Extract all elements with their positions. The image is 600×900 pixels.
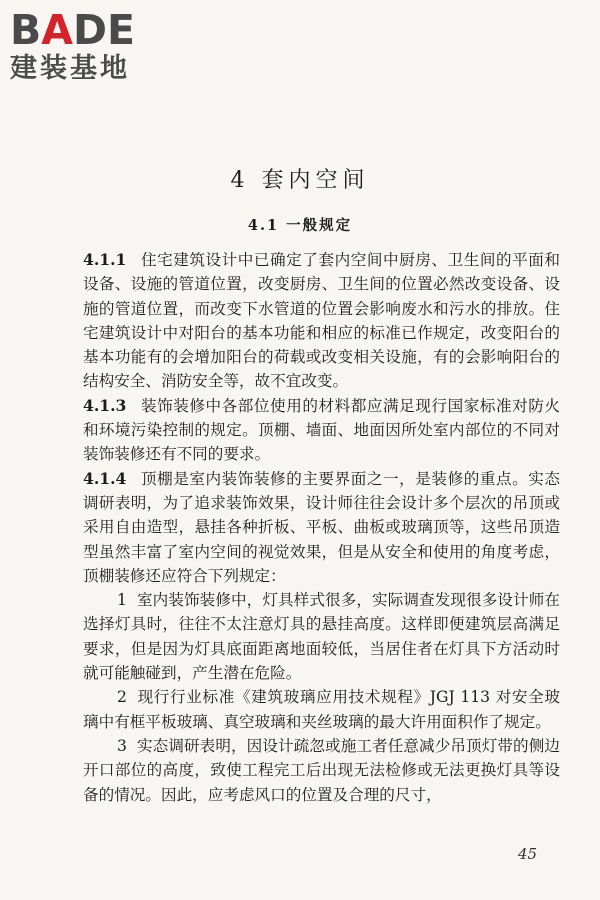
item-text: 现行行业标准《建筑玻璃应用技术规程》JGJ 113 对安全玻璃中有框平板玻璃、真空玻璃和夹丝玻璃的最大许用面积作了规定。 <box>83 688 560 731</box>
clause-number: 4.1.1 <box>83 250 127 269</box>
clause-number: 4.1.3 <box>83 395 127 415</box>
clause-text: 顶棚是室内装饰装修的主要界面之一，是装修的重点。实态调研表明，为了追求装饰效果，设计师往往会设计多个层次的吊顶或采用自由造型，悬挂各种折板、平板、曲板或玻璃顶等，这些吊顶造型虽然丰富了室内空间的视觉效果，但是从安全和使用的角度考虑，顶棚装修还应符合下列规定： <box>83 469 560 585</box>
bade-logo <box>10 8 135 86</box>
logo-letter-b: B <box>10 6 42 54</box>
logo-latin-text <box>10 8 135 52</box>
document-body <box>83 248 560 807</box>
list-item-1 <box>83 588 560 685</box>
page-number: 45 <box>517 845 537 863</box>
item-number: 3 <box>117 736 127 755</box>
item-number: 1 <box>117 591 127 610</box>
clause-text: 装饰装修中各部位使用的材料都应满足现行国家标准对防火和环境污染控制的规定。顶棚、墙面、地面因所处室内部位的不同对装饰装修还有不同的要求。 <box>83 396 560 464</box>
clause-4-1-4 <box>83 467 560 588</box>
list-item-3 <box>83 734 560 807</box>
list-item-2 <box>83 685 560 734</box>
logo-letters-de: DE <box>73 6 136 54</box>
clause-number: 4.1.4 <box>83 468 127 488</box>
item-text: 室内装饰装修中，灯具样式很多，实际调查发现很多设计师在选择灯具时，往往不太注意灯具的悬挂高度。这样即便建筑层高满足要求，但是因为灯具底面距离地面较低，当居住者在灯具下方活动时就可能触碰到，产生潜在危险。 <box>83 591 560 683</box>
item-text: 实态调研表明，因设计疏忽或施工者任意减少吊顶灯带的侧边开口部位的高度，致使工程完工后出现无法检修或无法更换灯具等设备的情况。因此，应考虑风口的位置及合理的尺寸， <box>83 736 560 804</box>
section-title: 4.1 一般规定 <box>247 217 353 234</box>
clause-text: 住宅建筑设计中已确定了套内空间中厨房、卫生间的平面和设备、设施的管道位置，改变厨房、卫生间的位置必然改变设备、设施的管道位置，而改变下水管道的位置会影响废水和污水的排放。住宅建筑设计中对阳台的基本功能和相应的标准已作规定，改变阳台的基本功能有的会增加阳台的荷载或改变相关设施，有的会影响阳台的结构安全、消防安全等，故不宜改变。 <box>83 251 560 391</box>
clause-4-1-3 <box>83 394 560 467</box>
clause-4-1-1 <box>83 248 560 394</box>
logo-chinese-text: 建装基地 <box>10 53 130 84</box>
chapter-title: 4 套内空间 <box>230 168 370 193</box>
logo-letter-a-accent: A <box>41 6 73 54</box>
item-number: 2 <box>117 688 127 707</box>
